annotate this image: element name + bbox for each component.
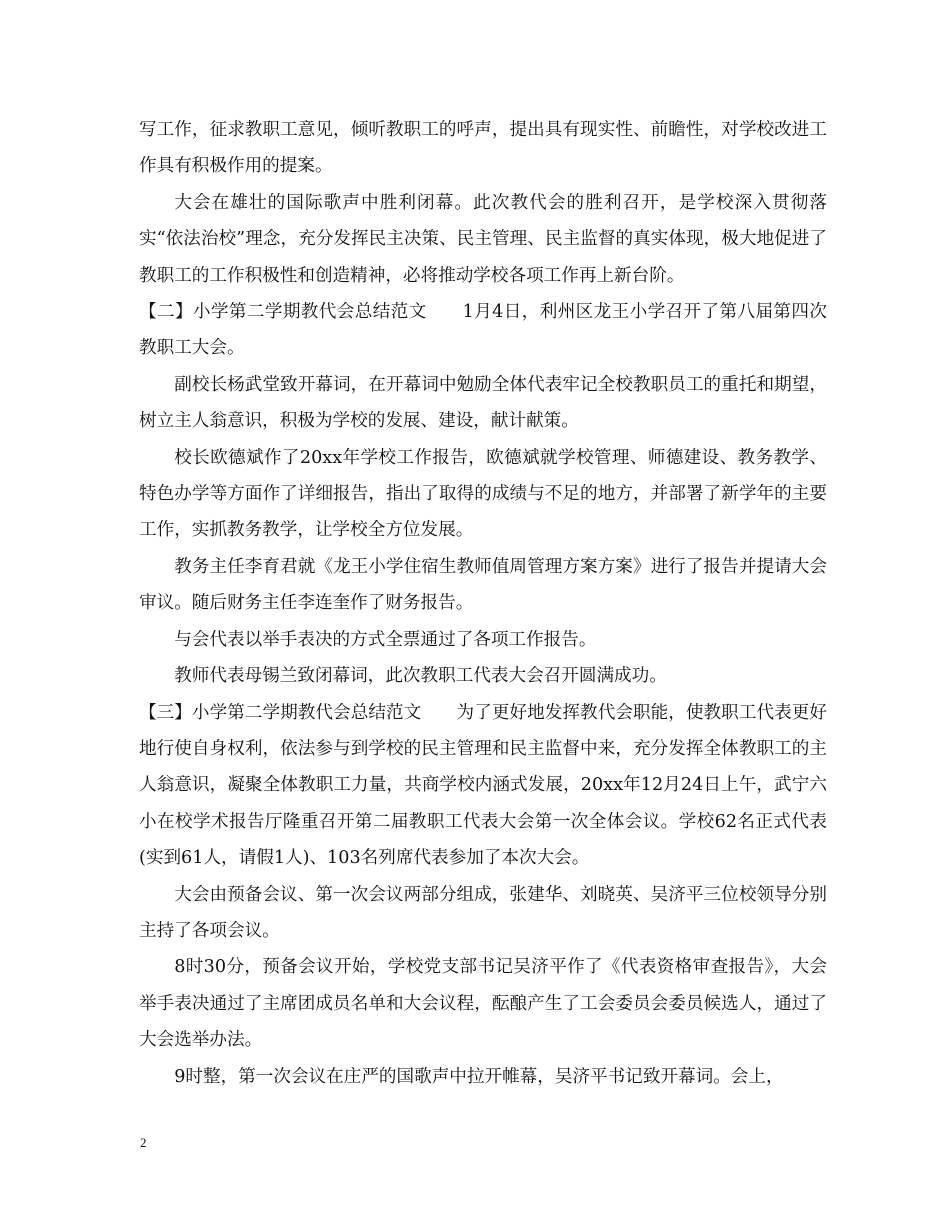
- paragraph-7: 与会代表以举手表决的方式全票通过了各项工作报告。: [174, 629, 597, 650]
- paragraph-5: 校长欧德斌作了20xx年学校工作报告，欧德斌就学校管理、师德建设、教务教学、特色办学等方面作了详细报告，指出了取得的成绩与不足的地方，并部署了新学年的主要工作，实抓教务教学，让学校全方位发展。: [139, 447, 827, 541]
- paragraph-11: 8时30分，预备会议开始，学校党支部书记吴济平作了《代表资格审查报告》，大会举手表决通过了主席团成员名单和大会议程，酝酿产生了工会委员会委员候选人，通过了大会选举办法。: [139, 957, 827, 1051]
- section-two-heading-paragraph: 【二】小学第二学期教代会总结范文 1月4日，利州区龙王小学召开了第八届第四次教职工大会。: [139, 302, 827, 359]
- paragraph-1: 写工作，征求教职工意见，倾听教职工的呼声，提出具有现实性、前瞻性，对学校改进工作具有积极作用的提案。: [139, 120, 827, 177]
- paragraph-10: 大会由预备会议、第一次会议两部分组成，张建华、刘晓英、吴济平三位校领导分别主持了各项会议。: [139, 884, 827, 941]
- body-text: [139, 112, 827, 1095]
- paragraph-12: 9时整，第一次会议在庄严的国歌声中拉开帷幕，吴济平书记致开幕词。会上，: [174, 1066, 784, 1087]
- paragraph-8: 教师代表母锡兰致闭幕词，此次教职工代表大会召开圆满成功。: [174, 666, 667, 687]
- paragraph-2: 大会在雄壮的国际歌声中胜利闭幕。此次教代会的胜利召开，是学校深入贯彻落实“依法治校”理念，充分发挥民主决策、民主管理、民主监督的真实体现，极大地促进了教职工的工作积极性和创造精神，必将推动学校各项工作再上新台阶。: [139, 192, 827, 286]
- paragraph-6: 教务主任李育君就《龙王小学住宿生教师值周管理方案方案》进行了报告并提请大会审议。随后财务主任李连奎作了财务报告。: [139, 556, 827, 614]
- section-three-heading-paragraph: 【三】小学第二学期教代会总结范文 为了更好地发挥教代会职能，使教职工代表更好地行使自身权利，依法参与到学校的民主管理和民主监督中来，充分发挥全体教职工的主人翁意识，凝聚全体教职工力量，共商学校内涵式发展，20xx年12月24日上午，武宁六小在校学术报告厅隆重召开第二届教职工代表大会第一次全体会议。学校62名正式代表(实到61人，请假1人)、103名列席代表参加了本次大会。: [139, 702, 827, 869]
- paragraph-4: 副校长杨武堂致开幕词，在开幕词中勉励全体代表牢记全校教职员工的重托和期望，树立主人翁意识，积极为学校的发展、建设，献计献策。: [139, 374, 827, 432]
- page-number: 2: [140, 1135, 147, 1150]
